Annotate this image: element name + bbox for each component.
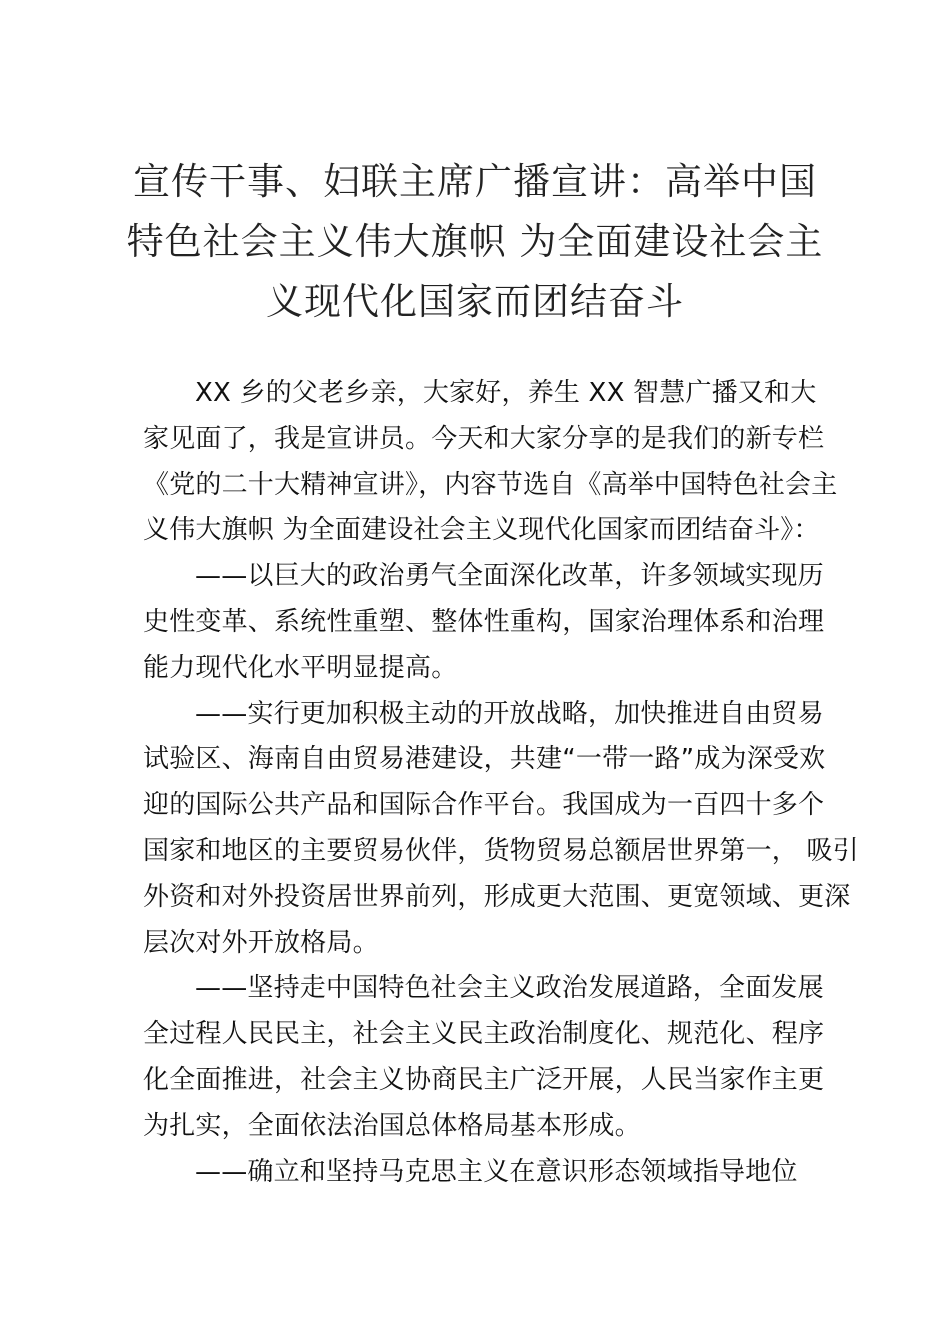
- text-line: 家见面了，我是宣讲员。今天和大家分享的是我们的新专栏: [143, 423, 825, 454]
- title-line: 宣传干事、妇联主席广播宣讲：高举中国: [133, 160, 817, 203]
- text-line: 国家和地区的主要贸易伙伴，货物贸易总额居世界第一， 吸引: [143, 835, 859, 866]
- text-line: ——以巨大的政治勇气全面深化改革，许多领域实现历: [195, 561, 824, 592]
- text-line: ——坚持走中国特色社会主义政治发展道路，全面发展: [195, 973, 824, 1004]
- text-line: 史性变革、系统性重塑、整体性重构，国家治理体系和治理: [143, 606, 825, 637]
- text-line: 外资和对外投资居世界前列，形成更大范围、更宽领域、更深: [143, 881, 851, 912]
- text-line: 为扎实，全面依法治国总体格局基本形成。: [143, 1110, 641, 1141]
- paragraph-ideology: [143, 1150, 823, 1196]
- text-line: 全过程人民民主，社会主义民主政治制度化、规范化、程序: [143, 1019, 825, 1050]
- text-line: 迎的国际公共产品和国际合作平台。我国成为一百四十多个: [143, 790, 825, 821]
- document-body: [143, 371, 859, 1195]
- text-line: 能力现代化水平明显提高。: [143, 652, 458, 683]
- text-line: XX 乡的父老乡亲，大家好，养生 XX 智慧广播又和大: [195, 378, 817, 408]
- text-line: 试验区、海南自由贸易港建设，共建“一带一路”成为深受欢: [143, 744, 826, 775]
- text-line: 层次对外开放格局。: [143, 927, 379, 958]
- paragraph-intro: [143, 371, 838, 554]
- document-title: [120, 152, 830, 332]
- text-line: 化全面推进，社会主义协商民主广泛开展，人民当家作主更: [143, 1064, 825, 1095]
- title-line: 义现代化国家而团结奋斗: [266, 280, 684, 323]
- text-line: ——实行更加积极主动的开放战略，加快推进自由贸易: [195, 698, 824, 729]
- paragraph-opening-up: [143, 692, 859, 967]
- text-line: 《党的二十大精神宣讲》，内容节选自《高举中国特色社会主: [143, 469, 838, 500]
- title-line: 特色社会主义伟大旗帜 为全面建设社会主: [126, 220, 824, 263]
- text-line: 义伟大旗帜 为全面建设社会主义现代化国家而团结奋斗》：: [143, 515, 820, 546]
- paragraph-political-development: [143, 966, 823, 1149]
- paragraph-reform: [143, 554, 823, 691]
- text-line: ——确立和坚持马克思主义在意识形态领域指导地位: [195, 1156, 798, 1187]
